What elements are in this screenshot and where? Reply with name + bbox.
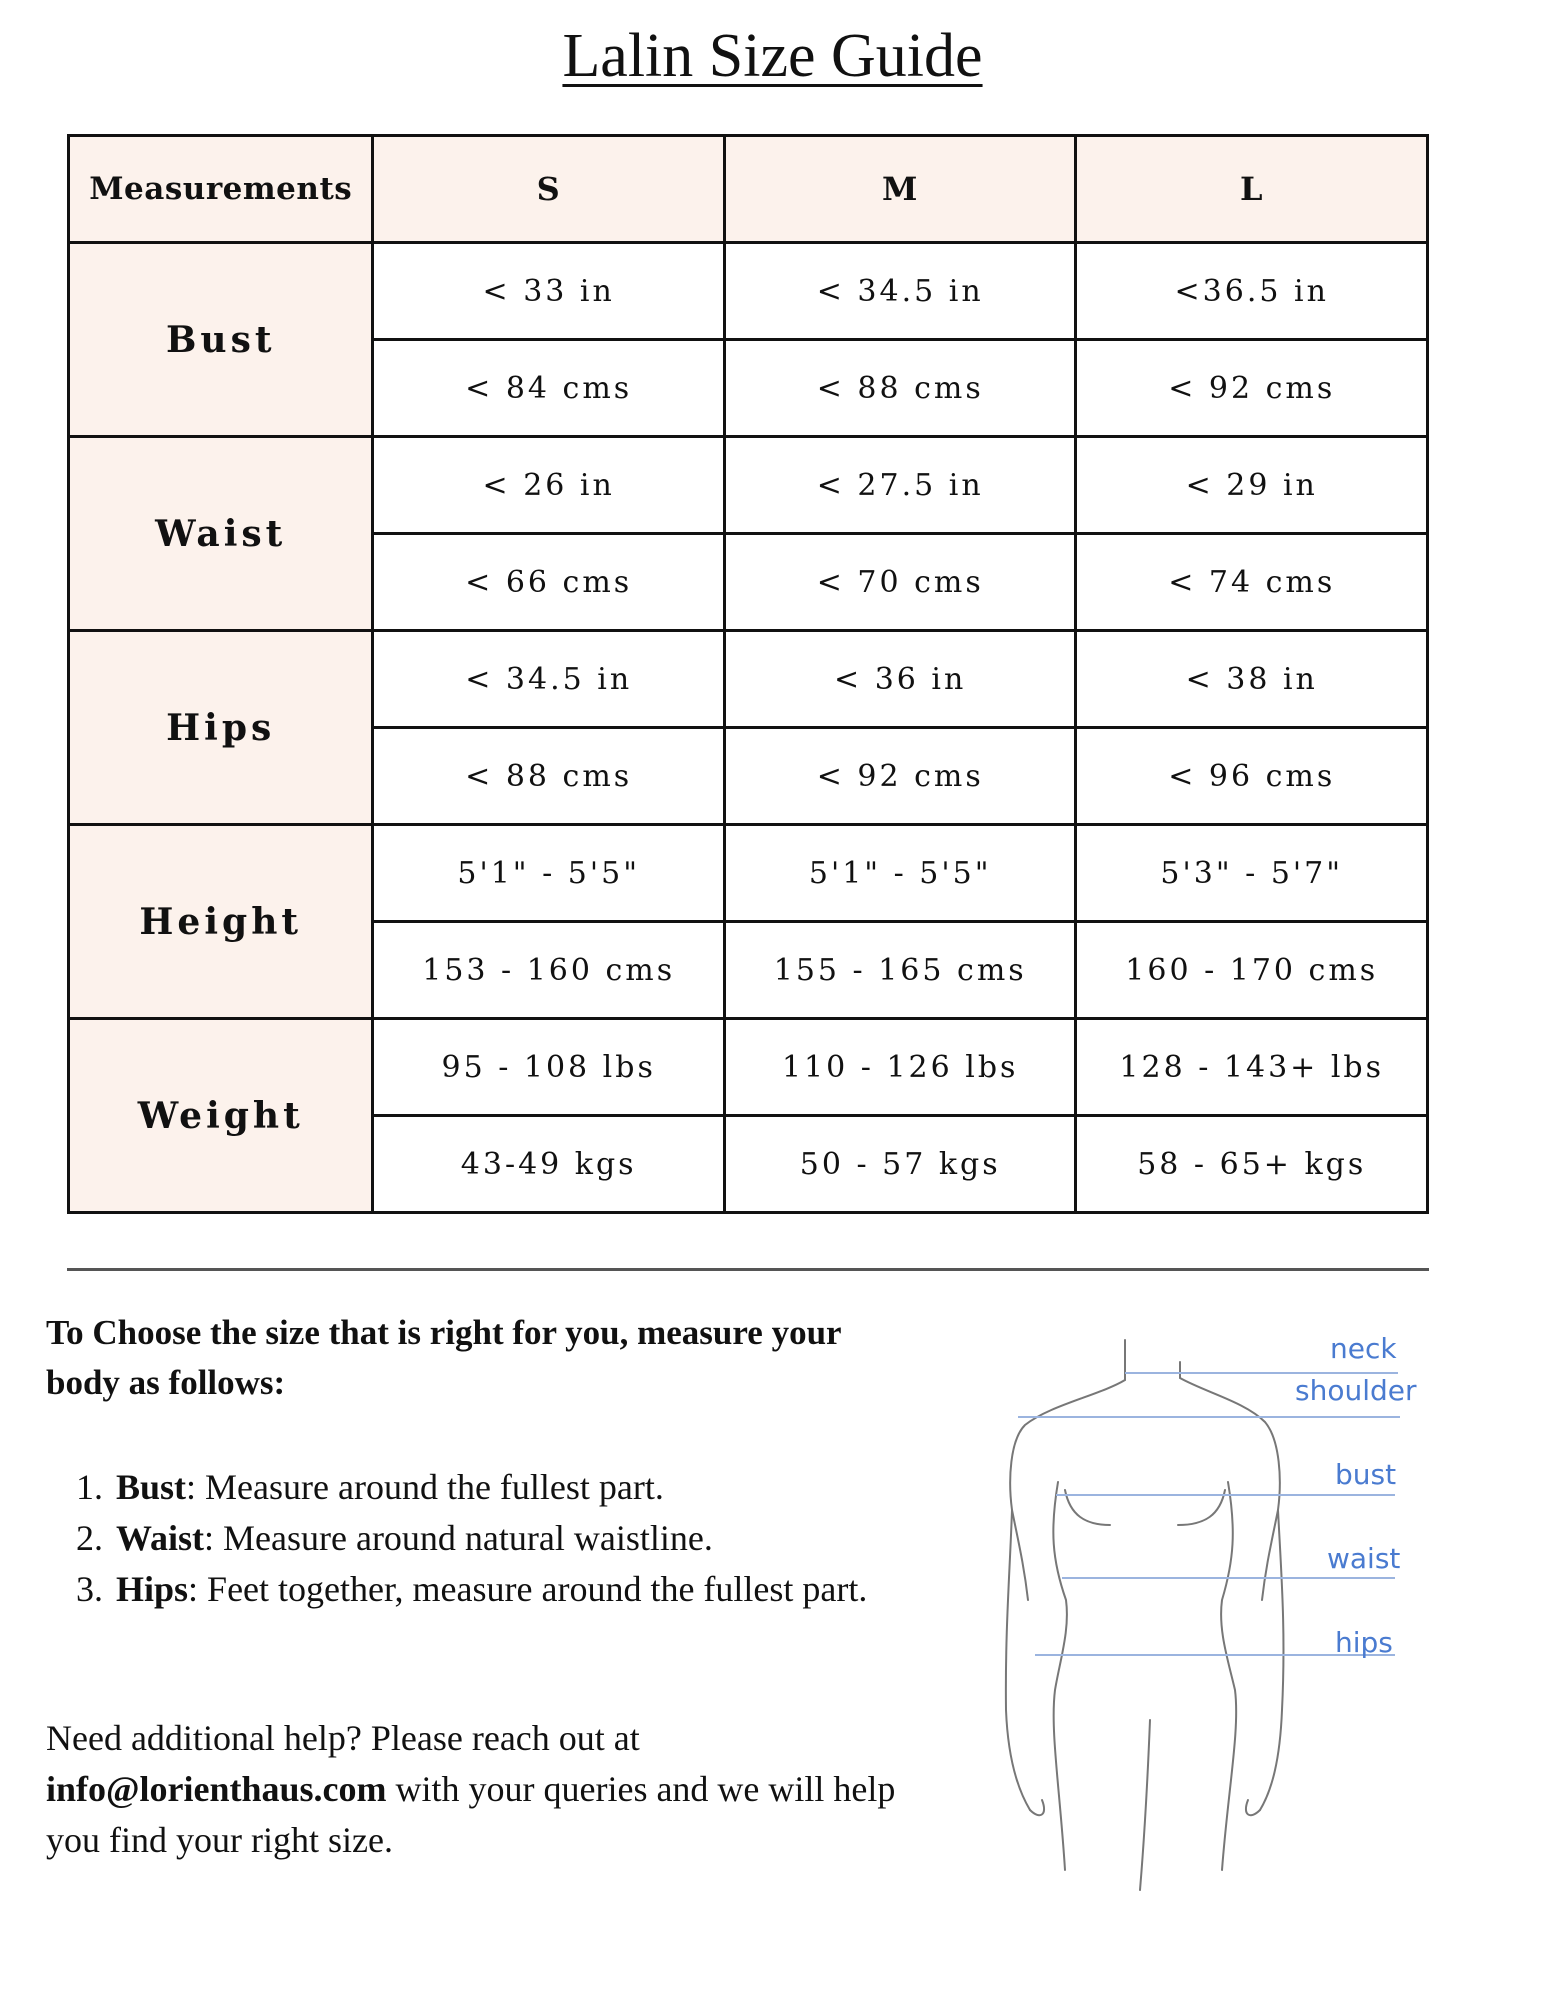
list-item [112, 1462, 932, 1513]
table-cell: < 33 in [373, 243, 725, 340]
row-label-height: Height [69, 825, 373, 1019]
label-neck: neck [1330, 1332, 1397, 1365]
table-cell: < 27.5 in [724, 437, 1076, 534]
row-label-weight: Weight [69, 1019, 373, 1213]
table-cell: < 88 cms [724, 340, 1076, 437]
table-cell: < 36 in [724, 631, 1076, 728]
table-cell: < 34.5 in [724, 243, 1076, 340]
step-text: : Measure around the fullest part. [186, 1467, 664, 1507]
header-size-m: M [724, 136, 1076, 243]
table-cell: 110 - 126 lbs [724, 1019, 1076, 1116]
table-cell: < 96 cms [1076, 728, 1428, 825]
label-hips: hips [1335, 1626, 1393, 1659]
table-cell: 50 - 57 kgs [724, 1116, 1076, 1213]
table-cell: 5'3" - 5'7" [1076, 825, 1428, 922]
step-term: Bust [116, 1467, 187, 1507]
step-term: Waist [116, 1518, 205, 1558]
row-label-bust: Bust [69, 243, 373, 437]
table-cell: < 92 cms [724, 728, 1076, 825]
table-cell: < 38 in [1076, 631, 1428, 728]
table-cell: 5'1" - 5'5" [373, 825, 725, 922]
table-cell: 43-49 kgs [373, 1116, 725, 1213]
step-text: : Measure around natural waistline. [204, 1518, 713, 1558]
table-cell: < 92 cms [1076, 340, 1428, 437]
table-cell: 58 - 65+ kgs [1076, 1116, 1428, 1213]
table-cell: < 70 cms [724, 534, 1076, 631]
help-text-end: with your queries and we will help you find your right size. [46, 1769, 896, 1860]
table-cell: 128 - 143+ lbs [1076, 1019, 1428, 1116]
table-cell: 153 - 160 cms [373, 922, 725, 1019]
table-cell: < 34.5 in [373, 631, 725, 728]
table-cell: < 66 cms [373, 534, 725, 631]
row-label-hips: Hips [69, 631, 373, 825]
table-cell: 155 - 165 cms [724, 922, 1076, 1019]
step-text: : Feet together, measure around the fullest part. [188, 1569, 868, 1609]
table-cell: < 74 cms [1076, 534, 1428, 631]
list-item [112, 1564, 932, 1615]
section-divider [67, 1268, 1429, 1271]
table-row [69, 243, 1428, 340]
step-term: Hips [116, 1569, 189, 1609]
header-size-s: S [373, 136, 725, 243]
help-text: Need additional help? Please reach out at [46, 1718, 640, 1758]
header-measurements: Measurements [69, 136, 373, 243]
table-cell: 95 - 108 lbs [373, 1019, 725, 1116]
label-waist: waist [1327, 1542, 1401, 1575]
help-email-link[interactable]: info@lorienthaus.com [46, 1769, 387, 1809]
body-measurement-figure [990, 1310, 1440, 1910]
table-header-row [69, 136, 1428, 243]
header-size-l: L [1076, 136, 1428, 243]
label-shoulder: shoulder [1295, 1374, 1417, 1407]
list-item [112, 1513, 932, 1564]
measurement-steps [46, 1462, 932, 1615]
table-cell: <36.5 in [1076, 243, 1428, 340]
table-cell: < 88 cms [373, 728, 725, 825]
table-cell: < 26 in [373, 437, 725, 534]
table-cell: < 84 cms [373, 340, 725, 437]
table-cell: 160 - 170 cms [1076, 922, 1428, 1019]
label-bust: bust [1335, 1458, 1397, 1491]
table-cell: < 29 in [1076, 437, 1428, 534]
table-row [69, 825, 1428, 922]
help-paragraph [46, 1713, 906, 1866]
instructions-intro: To Choose the size that is right for you, measure your body as follows: [46, 1313, 841, 1402]
table-row [69, 1019, 1428, 1116]
page-title: Lalin Size Guide [562, 22, 983, 90]
table-cell: 5'1" - 5'5" [724, 825, 1076, 922]
body-outline [1006, 1340, 1284, 1890]
table-row [69, 437, 1428, 534]
table-row [69, 631, 1428, 728]
size-table [67, 134, 1429, 1214]
row-label-waist: Waist [69, 437, 373, 631]
